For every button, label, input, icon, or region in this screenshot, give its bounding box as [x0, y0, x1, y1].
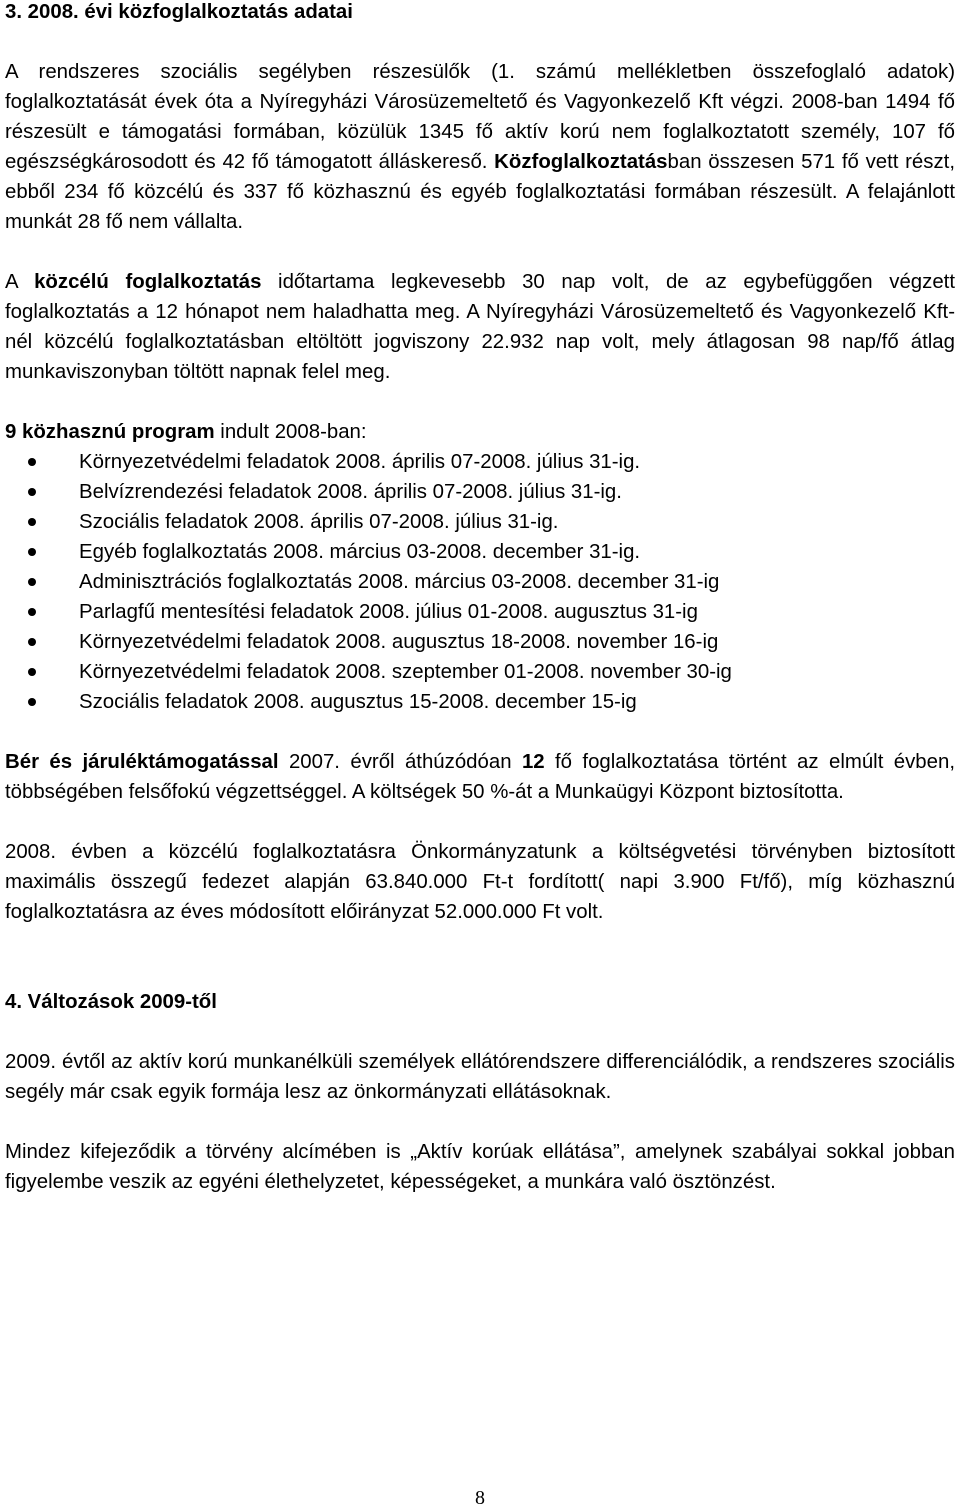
bullet-icon — [28, 638, 36, 646]
para2-bold-kozcelu: közcélú foglalkoztatás — [34, 271, 262, 293]
bullet-icon — [28, 458, 36, 466]
programs-intro-text: indult 2008-ban: — [214, 421, 367, 443]
bullet-icon — [28, 578, 36, 586]
list-item — [5, 507, 955, 537]
list-item — [5, 477, 955, 507]
list-item — [5, 567, 955, 597]
program-text: Környezetvédelmi feladatok 2008. szeptember 01-2008. november 30-ig — [79, 661, 732, 683]
program-text: Környezetvédelmi feladatok 2008. április 07-2008. július 31-ig. — [79, 451, 641, 473]
bullet-icon — [28, 608, 36, 616]
paragraph-ber-jarulek — [5, 747, 955, 807]
para1-bold-kozfoglalkoztatas: Közfoglalkoztatás — [494, 151, 668, 173]
para1-text-c: ban összesen 571 fő vett részt, ebből 234 fő közcélú és 337 fő közhasznú és egyéb foglalkoztatási formában részesült. A felajánlott munkát 28 fő nem vállalta. — [5, 151, 955, 233]
bullet-icon — [28, 488, 36, 496]
para3-bold-ber: Bér és járuléktámogatással — [5, 751, 279, 773]
paragraph-participants — [5, 57, 955, 237]
list-item — [5, 657, 955, 687]
list-item — [5, 627, 955, 657]
bullet-icon — [28, 668, 36, 676]
paragraph-kozcelu — [5, 267, 955, 387]
bullet-icon — [28, 698, 36, 706]
para1-text-a: A rendszeres szociális segélyben részesülők (1. számú mellékletben összefoglaló adatok) foglalkoztatását évek óta a Nyíregyházi Városüzemeltető és Vagyonkezelő Kft végzi. 2008-ban 1494 fő részesült e támogatási formában, közülük 1345 fő aktív korú nem foglalkoztatott személy, 107 fő egészségkárosodott és 42 fő támogatott álláskereső. — [5, 61, 955, 173]
program-text: Adminisztrációs foglalkoztatás 2008. március 03-2008. december 31-ig — [79, 571, 720, 593]
bullet-icon — [28, 548, 36, 556]
para3-text-d: fő foglalkoztatása történt az elmúlt évben, többségében felsőfokú végzettséggel. A költségek 50 %-át a Munkaügyi Központ biztosította. — [5, 751, 955, 803]
paragraph-changes-2009: 2009. évtől az aktív korú munkanélküli személyek ellátórendszere differenciálódik, a rendszeres szociális segély már csak egyik formája lesz az önkormányzati ellátásoknak. — [5, 1051, 955, 1103]
document-page — [5, 0, 955, 1197]
program-text: Szociális feladatok 2008. április 07-2008. július 31-ig. — [79, 511, 559, 533]
paragraph-aktiv-korúak: Mindez kifejeződik a törvény alcímében is „Aktív korúak ellátása”, amelynek szabályai sokkal jobban figyelembe veszik az egyéni élethelyzetet, képességeket, a munkára való ösztönzést. — [5, 1141, 955, 1193]
programs-intro-bold: 9 közhasznú program — [5, 421, 215, 443]
list-item — [5, 597, 955, 627]
para3-bold-count: 12 — [521, 751, 545, 773]
para3-text-b: 2007. évről áthúzódóan — [278, 751, 522, 773]
programs-list — [5, 447, 955, 717]
paragraph-budget: 2008. évben a közcélú foglalkoztatásra Önkormányzatunk a költségvetési törvényben biztosított maximális összegű fedezet alapján 63.840.000 Ft-t fordított( napi 3.900 Ft/fő), míg közhasznú foglalkoztatásra az éves módosított előirányzat 52.000.000 Ft volt. — [5, 841, 955, 923]
page-number: 8 — [475, 1487, 485, 1509]
section-3-title: 3. 2008. évi közfoglalkoztatás adatai — [5, 1, 353, 23]
para2-text-c: időtartama legkevesebb 30 nap volt, de az egybefüggően végzett foglalkoztatás a 12 hónapot nem haladhatta meg. A Nyíregyházi Városüzemeltető és Vagyonkezelő Kft-nél közcélú foglalkoztatásban eltöltött jogviszony 22.932 nap volt, mely átlagosan 98 nap/fő átlag munkaviszonyban töltött napnak felel meg. — [5, 271, 955, 383]
list-item — [5, 447, 955, 477]
program-text: Parlagfű mentesítési feladatok 2008. július 01-2008. augusztus 31-ig — [79, 601, 698, 623]
list-item — [5, 537, 955, 567]
bullet-icon — [28, 518, 36, 526]
para2-text-a: A — [5, 271, 35, 293]
program-text: Szociális feladatok 2008. augusztus 15-2008. december 15-ig — [79, 691, 637, 713]
programs-intro — [5, 417, 955, 447]
program-text: Belvízrendezési feladatok 2008. április 07-2008. július 31-ig. — [79, 481, 622, 503]
program-text: Egyéb foglalkoztatás 2008. március 03-2008. december 31-ig. — [79, 541, 641, 563]
list-item — [5, 687, 955, 717]
program-text: Környezetvédelmi feladatok 2008. augusztus 18-2008. november 16-ig — [79, 631, 719, 653]
section-4-title: 4. Változások 2009-től — [5, 991, 217, 1013]
